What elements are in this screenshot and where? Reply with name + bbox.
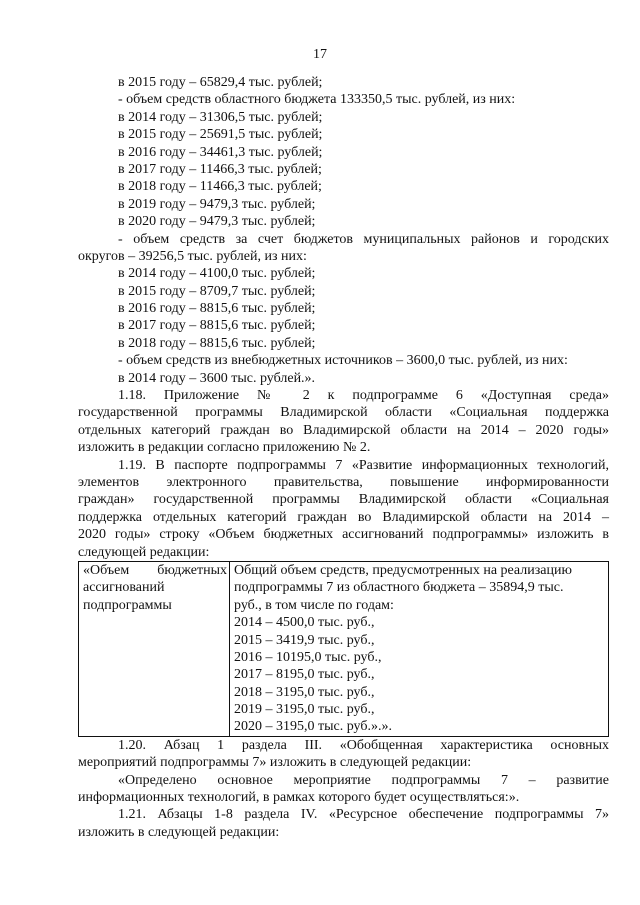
text-line: в 2017 году – 11466,3 тыс. рублей; [118,161,322,177]
text-line: отдельных категорий граждан во Владимирской области на 2014 – 2020 годы» [78,422,609,438]
paragraph-1-19: 1.19. В паспорте подпрограммы 7 «Развитие информационных технологий, [118,457,609,473]
paragraph-1-21: 1.21. Абзацы 1-8 раздела IV. «Ресурсное обеспечение подпрограммы 7» [118,807,609,823]
text-line: в 2015 году – 25691,5 тыс. рублей; [118,127,323,143]
table-cell-value [230,561,609,736]
text-line: изложить в редакции согласно приложению № 2. [78,440,371,456]
text-line: следующей редакции: [78,544,210,560]
text-line: ассигнований [83,580,165,596]
text-line: 2015 – 3419,9 тыс. руб., [234,632,375,648]
text-line: граждан» государственной программы Владимирской области «Социальная [78,492,609,508]
text-line: «Объем бюджетных [83,562,227,578]
text-line: информационных технологий, в рамках которого будет осуществляться:». [78,790,520,806]
text-line: элементов электронного правительства, повышение информированности [78,474,609,490]
quote-line: «Определено основное мероприятие подпрограммы 7 – развитие [118,772,609,788]
table-cell-label [79,561,230,736]
text-line: в 2017 году – 8815,6 тыс. рублей; [118,318,316,334]
text-line: в 2016 году – 8815,6 тыс. рублей; [118,301,316,317]
text-line: мероприятий подпрограммы 7» изложить в следующей редакции: [78,755,472,771]
text-line: округов – 39256,5 тыс. рублей, из них: [78,248,307,264]
table-row [79,561,609,736]
paragraph-1-20: 1.20. Абзац 1 раздела III. «Обобщенная характеристика основных [118,737,609,753]
text-line: 2018 – 3195,0 тыс. руб., [234,684,375,700]
text-line: государственной программы Владимирской области «Социальная поддержка [78,405,609,421]
page-number: 17 [313,47,327,62]
text-line: в 2014 году – 3600 тыс. рублей.». [118,370,316,386]
text-line: в 2018 году – 8815,6 тыс. рублей; [118,335,316,351]
text-line: - объем средств из внебюджетных источников – 3600,0 тыс. рублей, из них: [118,353,568,369]
text-line: 2016 – 10195,0 тыс. руб., [234,649,382,665]
text-line: Общий объем средств, предусмотренных на реализацию [234,562,572,578]
document-body [78,74,609,841]
text-line: - объем средств за счет бюджетов муниципальных районов и городских [118,231,609,247]
text-line: в 2014 году – 31306,5 тыс. рублей; [118,109,323,125]
text-line: поддержка отдельных категорий граждан во Владимирской области на 2014 – [78,509,609,525]
text-line: в 2015 году – 65829,4 тыс. рублей; [118,75,323,90]
text-line: в 2019 году – 9479,3 тыс. рублей; [118,196,316,212]
budget-table [78,561,609,737]
text-line: изложить в следующей редакции: [78,824,280,840]
text-line: - объем средств областного бюджета 133350,5 тыс. рублей, из них: [118,92,516,108]
text-line: подпрограммы 7 из областного бюджета – 35894,9 тыс. [234,580,564,596]
text-line: в 2020 году – 9479,3 тыс. рублей; [118,214,316,230]
text-line: в 2016 году – 34461,3 тыс. рублей; [118,144,323,160]
text-line: 2019 – 3195,0 тыс. руб., [234,702,375,718]
text-line: в 2018 году – 11466,3 тыс. рублей; [118,179,322,195]
paragraph-1-18: 1.18. Приложение № 2 к подпрограмме 6 «Доступная среда» [118,388,609,404]
text-line: руб., в том числе по годам: [234,597,394,613]
text-line: 2014 – 4500,0 тыс. руб., [234,615,375,631]
text-line: в 2014 году – 4100,0 тыс. рублей; [118,266,316,282]
text-line: 2020 годы» строку «Объем бюджетных ассигнований подпрограммы» изложить в [78,527,609,543]
text-line: 2017 – 8195,0 тыс. руб., [234,667,375,683]
text-line: подпрограммы [83,597,172,613]
text-line: 2020 – 3195,0 тыс. руб.».». [234,719,392,735]
text-line: в 2015 году – 8709,7 тыс. рублей; [118,283,316,299]
